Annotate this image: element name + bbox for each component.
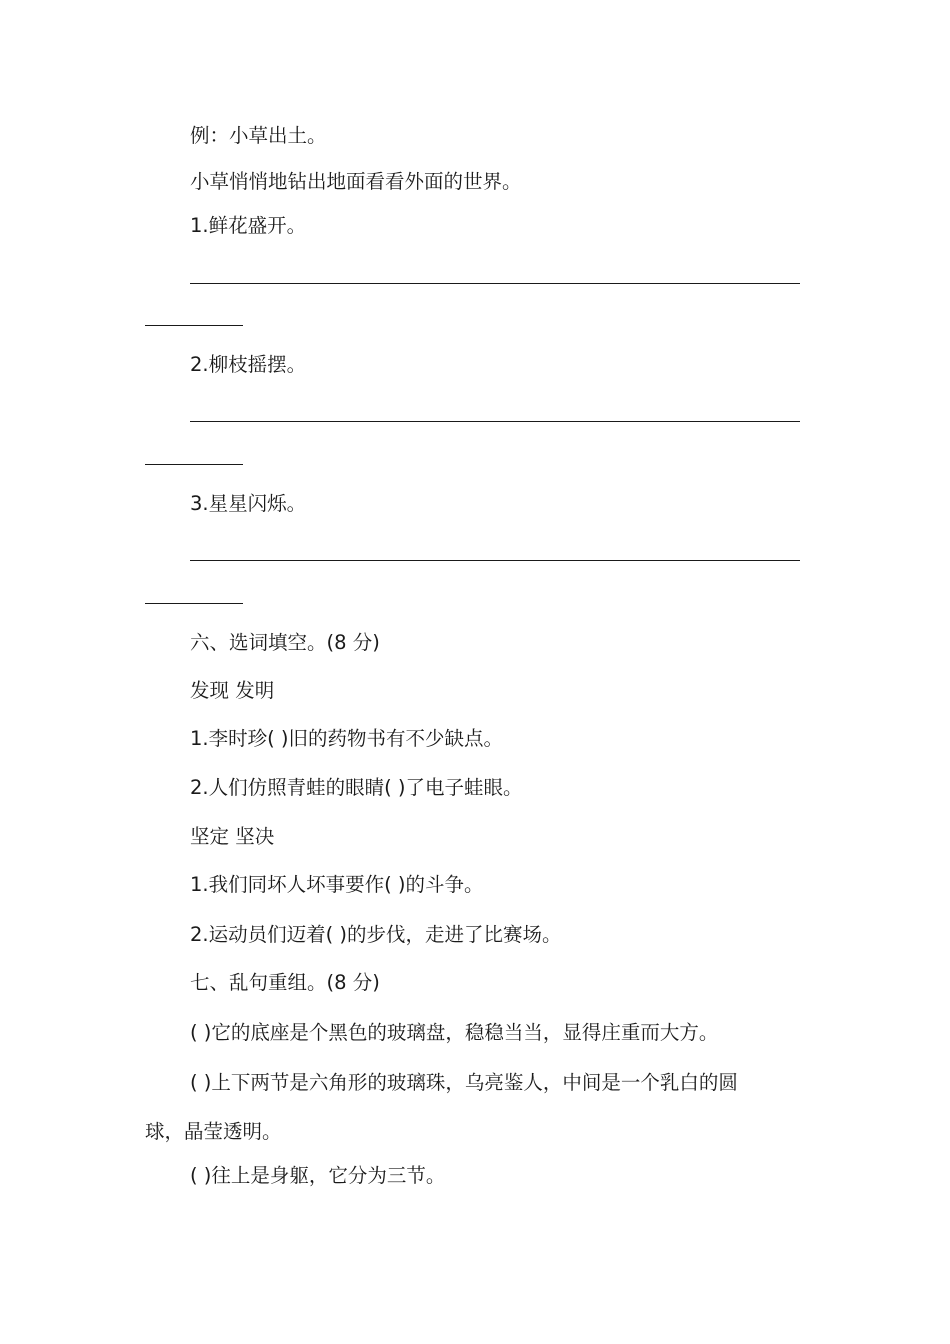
example-label: 例：小草出土。 [190,124,327,147]
word-choices-2: 坚定 坚决 [190,825,275,848]
example-sentence: 小草悄悄地钻出地面看看外面的世界。 [190,170,522,193]
reorder-sentence: ( )上下两节是六角形的玻璃珠，乌亮鉴人，中间是一个乳白的圆 [190,1071,738,1094]
exercise-item-3: 3.星星闪烁。 [190,492,307,515]
answer-line[interactable] [190,283,800,284]
reorder-sentence-continuation: 球，晶莹透明。 [145,1120,282,1143]
answer-line[interactable] [190,421,800,422]
exercise-item-1: 1.鲜花盛开。 [190,214,307,237]
exercise-item-2: 2.柳枝摇摆。 [190,353,307,376]
fill-question: 2.人们仿照青蛙的眼睛( )了电子蛙眼。 [190,776,523,799]
answer-line[interactable] [190,560,800,561]
section-7-heading: 七、乱句重组。(8 分) [190,971,380,994]
reorder-sentence: ( )往上是身躯，它分为三节。 [190,1164,446,1187]
fill-question: 1.李时珍( )旧的药物书有不少缺点。 [190,727,504,750]
answer-line-continuation[interactable] [145,603,243,604]
answer-line-continuation[interactable] [145,325,243,326]
answer-line-continuation[interactable] [145,464,243,465]
fill-question: 2.运动员们迈着( )的步伐，走进了比赛场。 [190,923,562,946]
fill-question: 1.我们同坏人坏事要作( )的斗争。 [190,873,484,896]
word-choices-1: 发现 发明 [190,679,275,702]
reorder-sentence: ( )它的底座是个黑色的玻璃盘，稳稳当当，显得庄重而大方。 [190,1021,719,1044]
section-6-heading: 六、选词填空。(8 分) [190,631,380,654]
